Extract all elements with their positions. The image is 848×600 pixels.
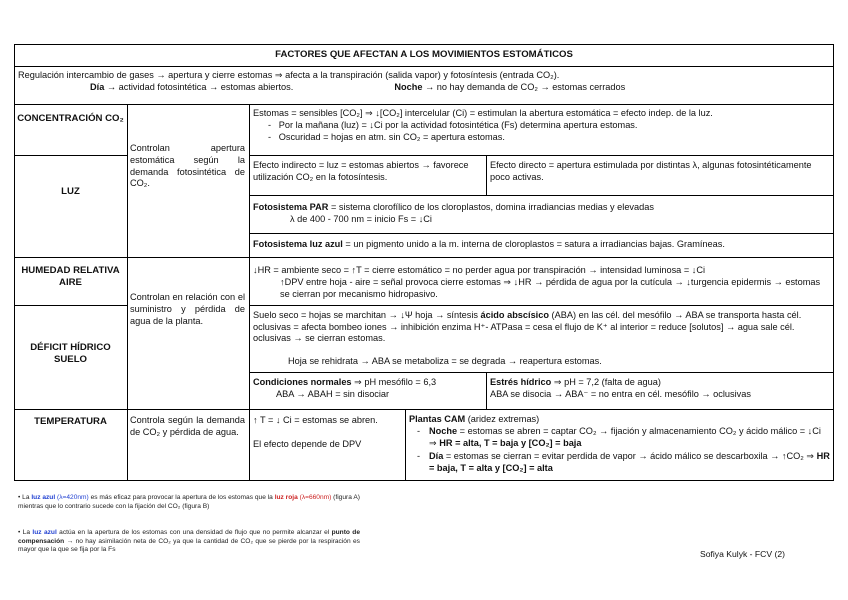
cam-noche: - Noche = estomas se abren = captar CO₂ → fijación y almacenamiento CO₂ y ácido málico = ↓Ci ⇒ HR = alta, T = baja y [CO₂] = baja <box>417 426 821 448</box>
author-label: Sofiya Kulyk - FCV (2) <box>700 549 786 559</box>
intro-line: Regulación intercambio de gases → apertura y cierre estomas ⇒ afecta a la transpiración (salida vapor) y fotosíntesis (entrada CO₂). <box>18 70 560 80</box>
luz-direct: Efecto directo = apertura estimulada por distintas λ, algunas fotosintéticamente poco activas. <box>490 160 812 182</box>
cam-noche-bold: HR = alta, T = baja y [CO₂] = baja <box>439 437 582 448</box>
cam-dia-text: = estomas se cierran = evitar perdida de vapor → ácido málico se descarboxila → ↑CO₂ ⇒ <box>445 451 815 461</box>
deficit-estres-line2: ABA se disocia → ABA⁻ = no entra en cél. mesófilo → oclusivas <box>490 389 751 399</box>
factor-concentracion: CONCENTRACIÓN CO₂ <box>17 113 124 124</box>
group2-description: Controlan en relación con el suministro y pérdida de agua de la planta. <box>130 292 245 326</box>
factor-luz: LUZ <box>61 186 80 197</box>
intro-day-night <box>90 82 830 94</box>
footnote-1: • La luz azul (λ=420nm) es más eficaz para provocar la apertura de los estomas que la luz roja (λ=660nm) (figura A) mientras que lo contrario sucede con la fijación del CO₂ (figura B) <box>18 494 360 510</box>
cam-text: (aridez extremas) <box>467 414 540 424</box>
cam-noche-text: = estomas se abren = captar CO₂ → fijación y almacenamiento CO₂ y ácido málico = ↓Ci ⇒ <box>429 426 821 448</box>
aba-label: ácido abscísico <box>480 310 549 320</box>
deficit-text <box>253 310 831 345</box>
azul-text: = un pigmento unido a la m. interna de cloroplastos = satura a irradiancias bajas. Gramíneas. <box>345 239 725 249</box>
par-text: = sistema clorofílico de los cloroplastos, domina irradiancias medias y elevadas <box>330 202 654 212</box>
normal-text: ⇒ pH mesófilo = 6,3 <box>354 377 437 387</box>
temperatura-effect-1: ↑ T = ↓ Ci = estomas se abren. <box>253 415 378 425</box>
temperatura-effect-2: El efecto depende de DPV <box>253 439 362 449</box>
concentracion-bullet-1: - Por la mañana (luz) = ↓Ci por la actividad fotosintética (Fs) determina apertura estomas. <box>268 120 638 130</box>
estres-label: Estrés hídrico <box>490 377 552 387</box>
footnote-2: • La luz azul actúa en la apertura de los estomas con una densidad de flujo que no permite alcanzar el punto de compensación → no hay asimilación neta de CO₂ ya que la cantidad de CO₂ que se pierde por la respiración es mayor que la que se fija por la Fs <box>18 529 361 554</box>
punto-compensacion: punto de compensación <box>18 529 361 545</box>
luz-roja-label: luz roja <box>274 494 298 501</box>
page-title: FACTORES QUE AFECTAN A LOS MOVIMIENTOS ESTOMÁTICOS <box>275 49 573 60</box>
luz-indirect: Efecto indirecto = luz = estomas abiertos → favorece utilización CO₂ en la fotosíntesis. <box>253 160 469 182</box>
luz-azul-label: luz azul <box>31 494 56 501</box>
cam-noche-label: Noche <box>429 426 458 436</box>
deficit-normal <box>253 377 483 389</box>
cam-heading <box>409 414 831 426</box>
deficit-text-c: Hoja se rehidrata → ABA se metaboliza = se degrada → reapertura estomas. <box>288 356 602 366</box>
humedad-line1: ↓HR = ambiente seco = ↑T = cierre estomático = no perder agua por transpiración → intensidad luminosa = ↓Ci <box>253 265 706 275</box>
factor-temperatura: TEMPERATURA <box>34 416 107 427</box>
factor-humedad: HUMEDAD RELATIVA AIRE <box>21 265 120 288</box>
azul-label: Fotosistema luz azul <box>253 239 343 249</box>
deficit-normal-line2: ABA → ABAH = sin disociar <box>276 389 390 399</box>
group1-description: Controlan apertura estomática según la demanda fotosintética de CO₂. <box>130 143 245 189</box>
cam-dia-bold: HR = baja, T = alta y [CO₂] = alta <box>429 451 830 473</box>
cam-dia: - Día = estomas se cierran = evitar perdida de vapor → ácido málico se descarboxila → ↑CO₂ ⇒ HR = baja, T = alta y [CO₂] = alta <box>417 451 830 473</box>
concentracion-text: Estomas = sensibles [CO₂] ⇒ ↓[CO₂] intercelular (Ci) = estimulan la abertura estomática = efecto indep. de la luz. <box>253 108 713 118</box>
humedad-line2: ↑DPV entre hoja - aire = señal provoca cierre estomas ⇒ ↓HR → pérdida de agua por la cutícula → ↓turgencia epidermis → estomas se cierran por mecanismo hidropasivo. <box>280 277 821 299</box>
luz-par <box>253 202 831 214</box>
temperatura-desc: Controla según la demanda de CO₂ y pérdida de agua. <box>130 415 245 437</box>
concentracion-bullet-2: - Oscuridad = hojas en atm. sin CO₂ = apertura estomas. <box>268 132 505 142</box>
intro-noche-label: Noche <box>394 82 423 92</box>
intro-dia-text: → actividad fotosintética → estomas abiertos. <box>106 82 294 92</box>
cam-dia-label: Día <box>429 451 444 461</box>
par-label: Fotosistema PAR <box>253 202 329 212</box>
deficit-text-b: (ABA) en las cél. del mesófilo → ABA se transporta hasta cél. oclusivas = afecta bombeo iones → inhibición enzima H⁺- ATPasa = cesa el flujo de K⁺ al interior = reduce [solutos] → agua sale cél. oclusivas → se cierran estomas. <box>253 310 802 343</box>
cam-label: Plantas CAM <box>409 414 466 424</box>
deficit-text-a: Suelo seco = hojas se marchitan → ↓Ψ hoja → síntesis <box>253 310 478 320</box>
intro-dia-label: Día <box>90 82 105 92</box>
estres-text: ⇒ pH = 7,2 (falta de agua) <box>553 377 661 387</box>
deficit-estres <box>490 377 830 389</box>
intro-noche-text: → no hay demanda de CO₂ → estomas cerrados <box>425 82 626 92</box>
luz-azul <box>253 239 831 251</box>
luz-par-line2: λ de 400 - 700 nm = inicio Fs = ↓Ci <box>290 214 432 224</box>
normal-label: Condiciones normales <box>253 377 352 387</box>
factor-deficit: DÉFICIT HÍDRICO SUELO <box>30 342 111 365</box>
